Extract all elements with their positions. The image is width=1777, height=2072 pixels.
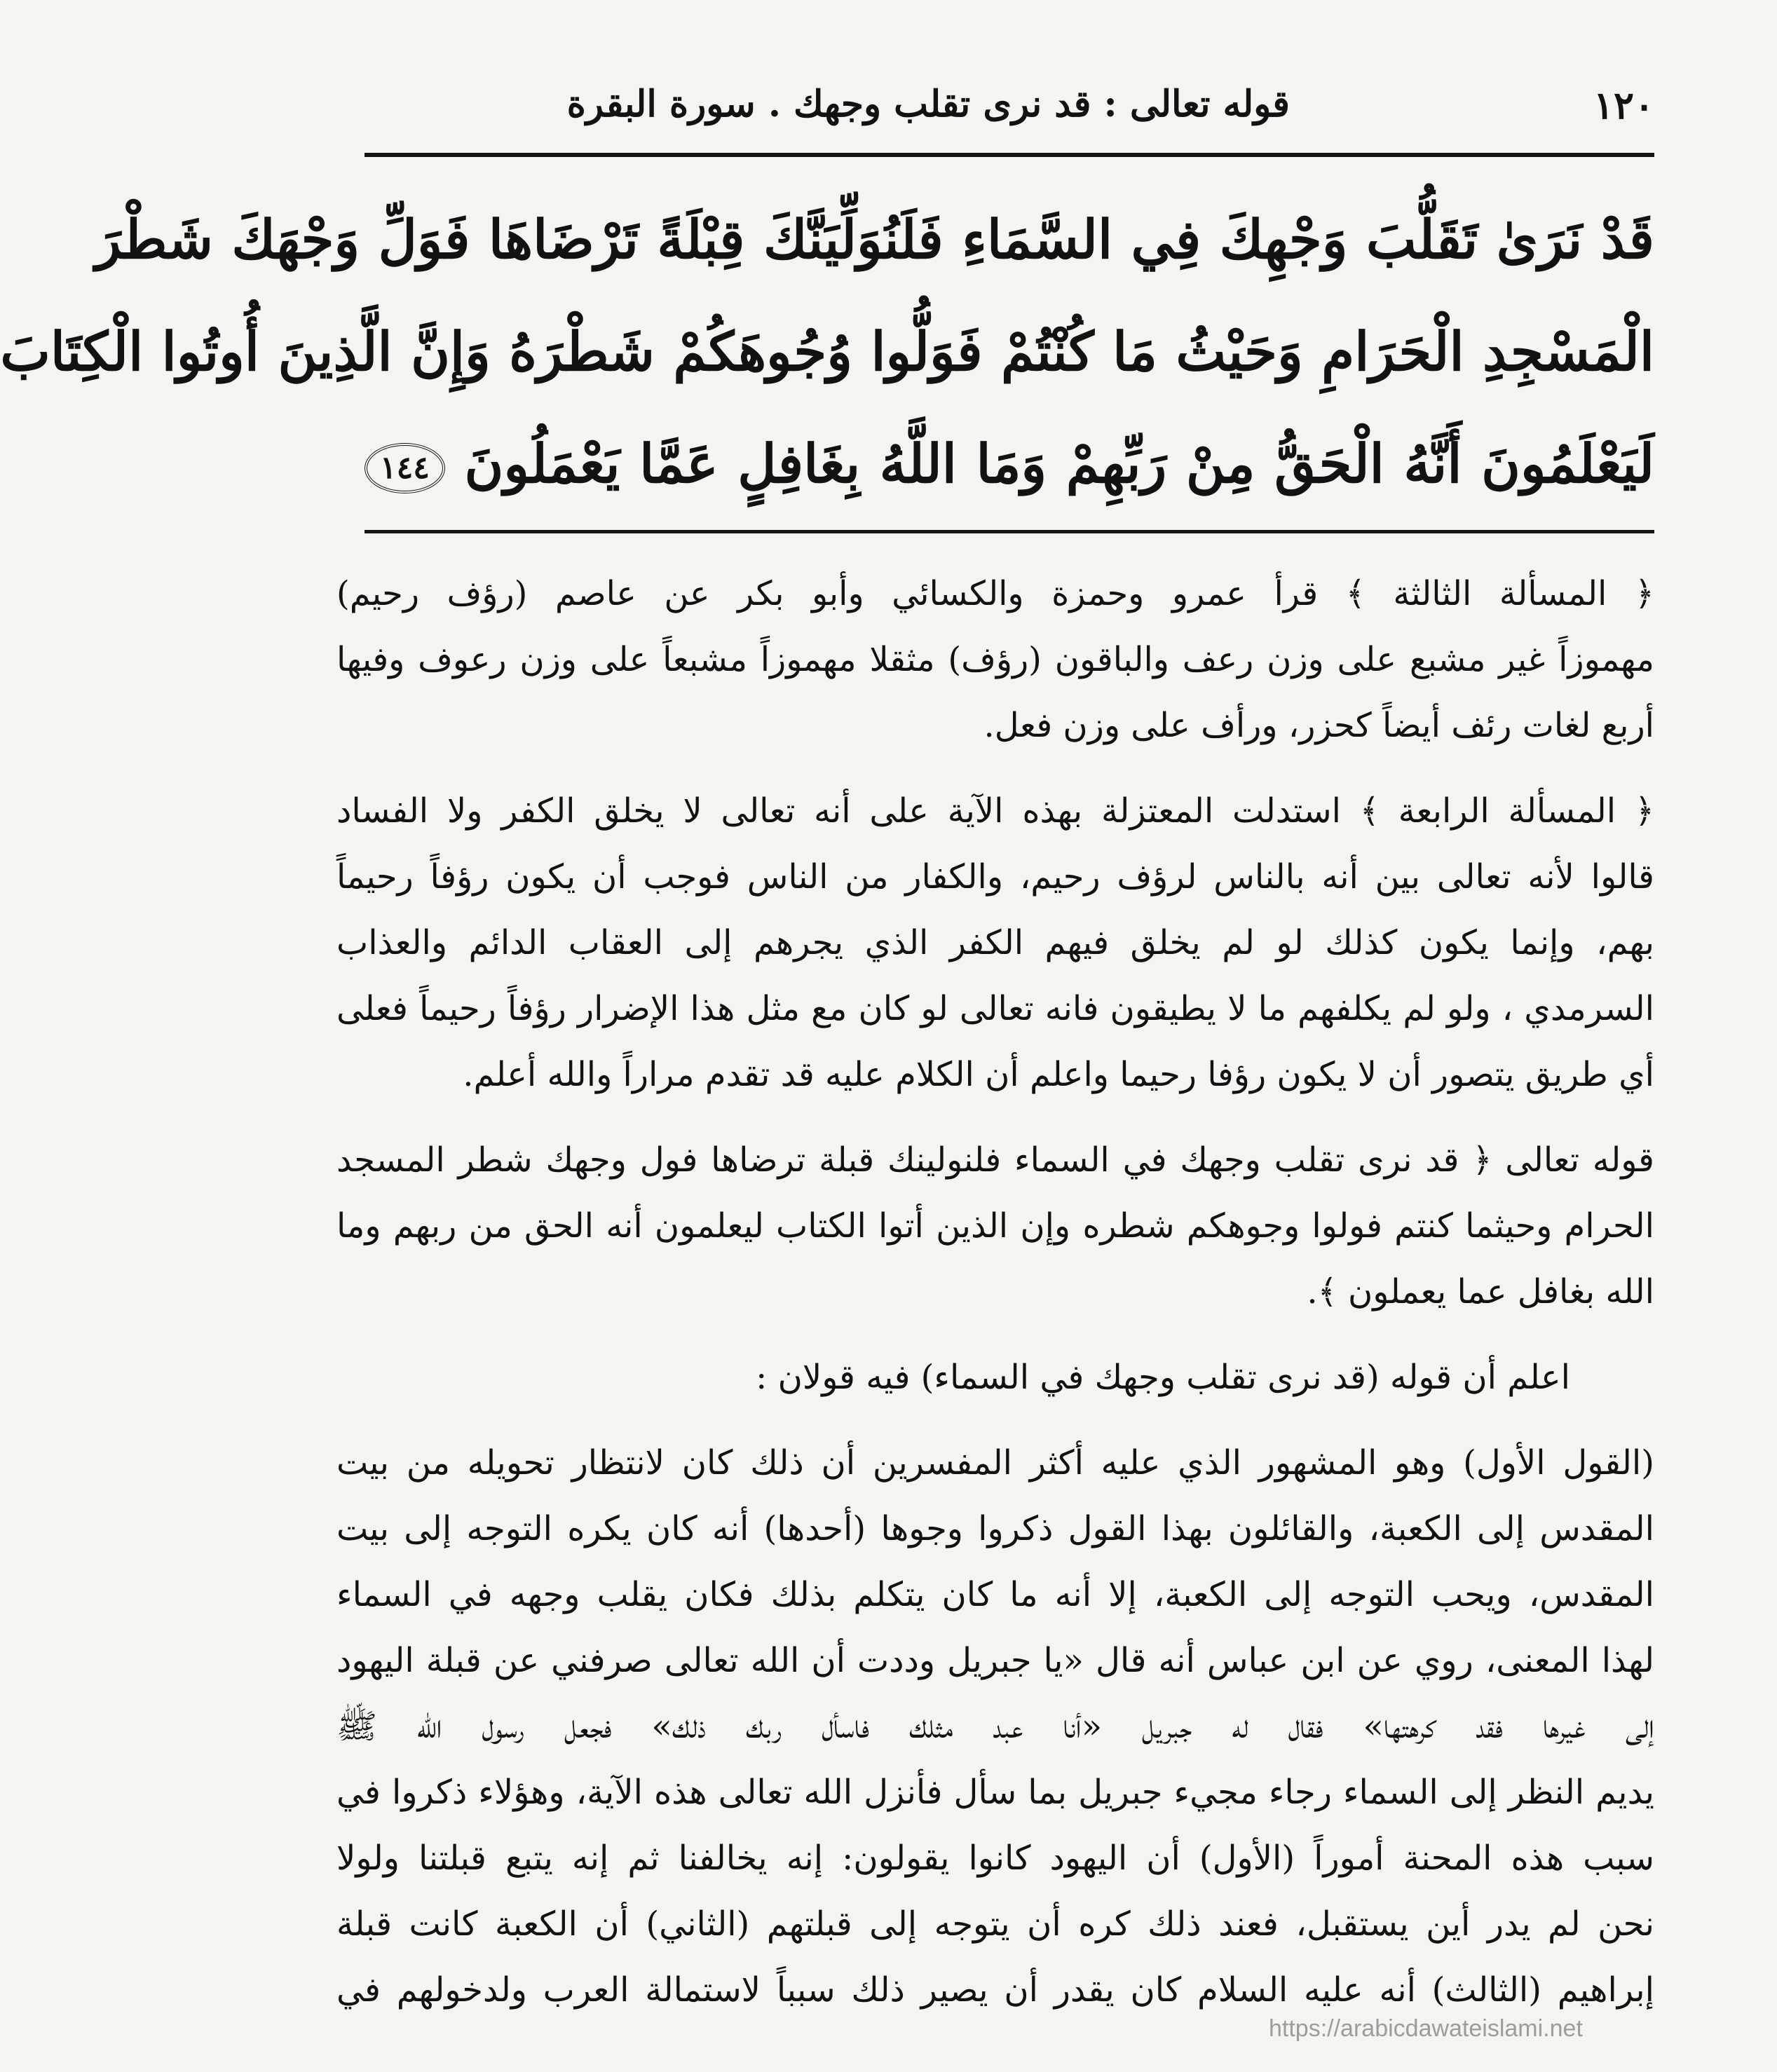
paragraph-fourth-issue <box>336 778 1654 1107</box>
text-line: إبراهيم (الثالث) أنه عليه السلام كان يقدر أن يصير ذلك سبباً لاستمالة العرب ولدخولهم في <box>336 1970 1654 2010</box>
page-number: ١٢٠ <box>1593 83 1654 128</box>
text-line: الله بغافل عما يعملون ﴾. <box>1307 1272 1654 1311</box>
text-line: المقدس، ويحب التوجه إلى الكعبة، إلا أنه ما كان يتكلم بذلك فكان يقلب وجهه في السماء <box>336 1575 1654 1614</box>
text-line: إلى غيرها فقد كرهتها» فقال له جبريل «أنا عبد مثلك فاسأل ربك ذلك» فجعل رسول الله ﷺ <box>336 1707 1654 1746</box>
text-line: ﴿ المسألة الثالثة ﴾ قرأ عمرو وحمزة والكسائي وأبو بكر عن عاصم (رؤف رحيم) <box>336 574 1654 613</box>
text-line: أربع لغات رئف أيضاً كحزر، ورأف على وزن فعل. <box>983 706 1654 745</box>
text-line: سبب هذه المحنة أموراً (الأول) أن اليهود كانوا يقولون: إنه يخالفنا ثم إنه يتبع قبلتنا ولولا <box>336 1839 1655 1878</box>
text-line: يديم النظر إلى السماء رجاء مجيء جبريل بما سأل فأنزل الله تعالى هذه الآية، وهؤلاء ذكروا في <box>336 1773 1654 1812</box>
paragraph-verse-quote <box>336 1127 1654 1325</box>
text-line: ﴿ المسألة الرابعة ﴾ استدلت المعتزلة بهذه الآية على أنه تعالى لا يخلق الكفر ولا الفساد <box>336 791 1655 831</box>
paragraph-two-opinions <box>336 1344 1654 1410</box>
quran-verse-block <box>0 184 1654 520</box>
text-line: بهم، وإنما يكون كذلك لو لم يخلق فيهم الكفر الذي يجرهم إلى العقاب الدائم والعذاب <box>336 923 1654 962</box>
text-line: اعلم أن قوله (قد نرى تقلب وجهك في السماء) فيه قولان : <box>756 1358 1570 1397</box>
verse-rule <box>365 530 1654 533</box>
text-line: الحرام وحيثما كنتم فولوا وجوهكم شطره وإن الذين أتوا الكتاب ليعلمون أنه الحق من ربهم وما <box>336 1206 1654 1246</box>
running-title: قوله تعالى : قد نرى تقلب وجهك . سورة البقرة <box>566 83 1290 125</box>
text-line: مهموزاً غير مشبع على وزن رعف والباقون (رؤف) مثقلا مهموزاً مشبعاً على وزن رعوف وفيها <box>336 640 1654 679</box>
text-line: لهذا المعنى، روي عن ابن عباس أنه قال «يا جبريل وددت أن الله تعالى صرفني عن قبلة اليهود <box>336 1641 1654 1680</box>
ayah-number-marker: ١٤٤ <box>365 443 445 493</box>
header-rule <box>365 153 1654 157</box>
text-line: قوله تعالى ﴿ قد نرى تقلب وجهك في السماء فلنولينك قبلة ترضاها فول وجهك شطر المسجد <box>336 1140 1654 1180</box>
text-line: (القول الأول) وهو المشهور الذي عليه أكثر المفسرين أن ذلك كان لانتظار تحويله من بيت <box>336 1443 1654 1483</box>
verse-line: قَدْ نَرَىٰ تَقَلُّبَ وَجْهِكَ فِي السَّمَاءِ فَلَنُوَلِّيَنَّكَ قِبْلَةً تَرْضَاهَا فَوَلِّ وَجْهَكَ شَطْرَ <box>95 208 1654 271</box>
paragraph-first-opinion <box>336 1430 1654 2023</box>
text-line: نحن لم يدر أين يستقبل، فعند ذلك كره أن يتوجه إلى قبلتهم (الثاني) أن الكعبة كانت قبلة <box>336 1904 1654 1944</box>
watermark-url: https://arabicdawateislami.net <box>1269 2015 1583 2042</box>
text-line: أي طريق يتصور أن لا يكون رؤفا رحيما واعلم أن الكلام عليه قد تقدم مراراً والله أعلم. <box>463 1055 1654 1094</box>
text-line: السرمدي ، ولو لم يكلفهم ما لا يطيقون فانه تعالى لو كان مع مثل هذا الإضرار رؤفاً رحيماً فعلى <box>336 989 1654 1028</box>
paragraph-third-issue <box>336 561 1654 758</box>
verse-line-text: لَيَعْلَمُونَ أَنَّهُ الْحَقُّ مِنْ رَبِّهِمْ وَمَا اللَّهُ بِغَافِلٍ عَمَّا يَعْمَلُونَ <box>464 432 1654 495</box>
page-header <box>365 83 1654 153</box>
text-line: قالوا لأنه تعالى بين أنه بالناس لرؤف رحيم، والكفار من الناس فوجب أن يكون رؤفاً رحيماً <box>336 857 1655 897</box>
text-line: المقدس إلى الكعبة، والقائلون بهذا القول ذكروا وجوها (أحدها) أنه كان يكره التوجه إلى بيت <box>336 1509 1654 1548</box>
verse-line <box>365 408 1654 520</box>
commentary-text <box>336 561 1654 2043</box>
verse-line: الْمَسْجِدِ الْحَرَامِ وَحَيْثُ مَا كُنْتُمْ فَوَلُّوا وُجُوهَكُمْ شَطْرَهُ وَإِنَّ الَّذِينَ أُوتُوا الْكِتَابَ <box>0 320 1654 383</box>
